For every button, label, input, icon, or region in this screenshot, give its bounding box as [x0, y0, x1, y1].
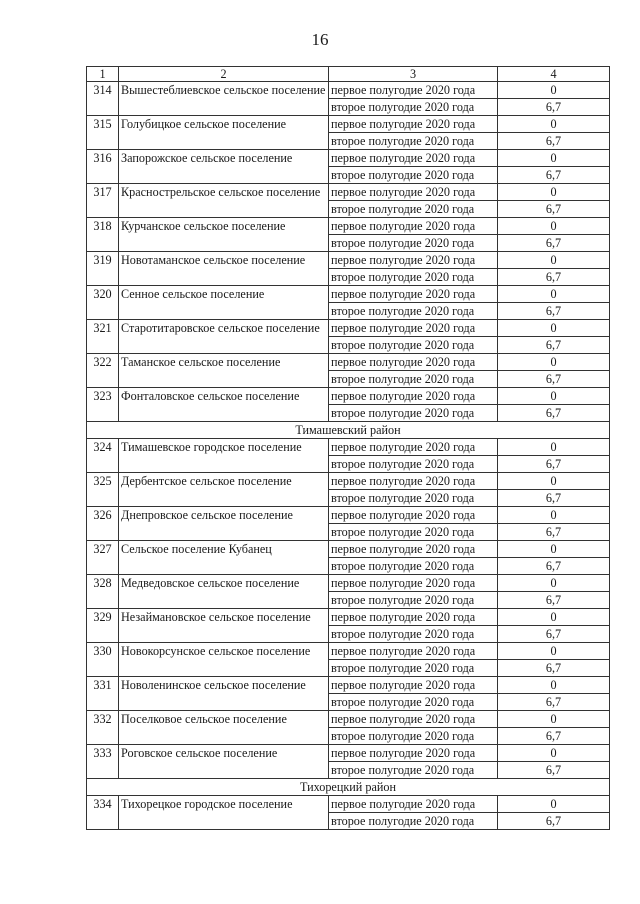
value-first-half: 0 [498, 711, 610, 728]
table-row [87, 184, 610, 201]
row-number: 328 [87, 575, 119, 609]
value-second-half: 6,7 [498, 235, 610, 252]
row-number: 323 [87, 388, 119, 422]
value-second-half: 6,7 [498, 456, 610, 473]
row-number: 333 [87, 745, 119, 779]
period-second-half: второе полугодие 2020 года [329, 524, 498, 541]
period-second-half: второе полугодие 2020 года [329, 592, 498, 609]
settlement-name: Дербентское сельское поселение [119, 473, 329, 507]
value-first-half: 0 [498, 82, 610, 99]
value-second-half: 6,7 [498, 405, 610, 422]
table-row [87, 541, 610, 558]
tariff-table [86, 66, 610, 830]
table-row [87, 439, 610, 456]
value-first-half: 0 [498, 575, 610, 592]
period-second-half: второе полугодие 2020 года [329, 762, 498, 779]
district-row [87, 779, 610, 796]
value-first-half: 0 [498, 286, 610, 303]
period-first-half: первое полугодие 2020 года [329, 796, 498, 813]
period-first-half: первое полугодие 2020 года [329, 507, 498, 524]
value-first-half: 0 [498, 507, 610, 524]
settlement-name: Новокорсунское сельское поселение [119, 643, 329, 677]
period-first-half: первое полугодие 2020 года [329, 184, 498, 201]
value-second-half: 6,7 [498, 660, 610, 677]
settlement-name: Медведовское сельское поселение [119, 575, 329, 609]
district-name: Тимашевский район [87, 422, 610, 439]
row-number: 330 [87, 643, 119, 677]
value-first-half: 0 [498, 677, 610, 694]
table-header-row [87, 67, 610, 82]
table-row [87, 82, 610, 99]
row-number: 315 [87, 116, 119, 150]
value-second-half: 6,7 [498, 558, 610, 575]
row-number: 329 [87, 609, 119, 643]
value-first-half: 0 [498, 609, 610, 626]
period-first-half: первое полугодие 2020 года [329, 473, 498, 490]
settlement-name: Сельское поселение Кубанец [119, 541, 329, 575]
period-first-half: первое полугодие 2020 года [329, 252, 498, 269]
table-row [87, 252, 610, 269]
row-number: 326 [87, 507, 119, 541]
settlement-name: Новотаманское сельское поселение [119, 252, 329, 286]
table-row [87, 218, 610, 235]
settlement-name: Поселковое сельское поселение [119, 711, 329, 745]
settlement-name: Вышестеблиевское сельское поселение [119, 82, 329, 116]
row-number: 331 [87, 677, 119, 711]
settlement-name: Днепровское сельское поселение [119, 507, 329, 541]
settlement-name: Тимашевское городское поселение [119, 439, 329, 473]
settlement-name: Фонталовское сельское поселение [119, 388, 329, 422]
period-first-half: первое полугодие 2020 года [329, 439, 498, 456]
value-first-half: 0 [498, 796, 610, 813]
value-second-half: 6,7 [498, 337, 610, 354]
settlement-name: Таманское сельское поселение [119, 354, 329, 388]
value-first-half: 0 [498, 388, 610, 405]
value-second-half: 6,7 [498, 167, 610, 184]
period-first-half: первое полугодие 2020 года [329, 388, 498, 405]
header-cell: 1 [87, 67, 119, 82]
row-number: 322 [87, 354, 119, 388]
value-first-half: 0 [498, 745, 610, 762]
table-row [87, 320, 610, 337]
table-row [87, 677, 610, 694]
value-second-half: 6,7 [498, 99, 610, 116]
period-first-half: первое полугодие 2020 года [329, 116, 498, 133]
settlement-name: Сенное сельское поселение [119, 286, 329, 320]
value-first-half: 0 [498, 541, 610, 558]
value-first-half: 0 [498, 354, 610, 371]
value-second-half: 6,7 [498, 490, 610, 507]
period-second-half: второе полугодие 2020 года [329, 371, 498, 388]
period-first-half: первое полугодие 2020 года [329, 286, 498, 303]
settlement-name: Новоленинское сельское поселение [119, 677, 329, 711]
row-number: 317 [87, 184, 119, 218]
settlement-name: Роговское сельское поселение [119, 745, 329, 779]
period-second-half: второе полугодие 2020 года [329, 337, 498, 354]
settlement-name: Курчанское сельское поселение [119, 218, 329, 252]
period-second-half: второе полугодие 2020 года [329, 405, 498, 422]
table-row [87, 507, 610, 524]
period-first-half: первое полугодие 2020 года [329, 541, 498, 558]
period-first-half: первое полугодие 2020 года [329, 150, 498, 167]
period-second-half: второе полугодие 2020 года [329, 235, 498, 252]
period-first-half: первое полугодие 2020 года [329, 218, 498, 235]
value-second-half: 6,7 [498, 728, 610, 745]
settlement-name: Незаймановское сельское поселение [119, 609, 329, 643]
period-second-half: второе полугодие 2020 года [329, 490, 498, 507]
value-first-half: 0 [498, 439, 610, 456]
period-second-half: второе полугодие 2020 года [329, 813, 498, 830]
value-second-half: 6,7 [498, 524, 610, 541]
period-first-half: первое полугодие 2020 года [329, 643, 498, 660]
header-cell: 2 [119, 67, 329, 82]
table-row [87, 354, 610, 371]
row-number: 334 [87, 796, 119, 830]
period-second-half: второе полугодие 2020 года [329, 133, 498, 150]
value-second-half: 6,7 [498, 269, 610, 286]
value-first-half: 0 [498, 218, 610, 235]
row-number: 327 [87, 541, 119, 575]
value-first-half: 0 [498, 116, 610, 133]
district-row [87, 422, 610, 439]
row-number: 320 [87, 286, 119, 320]
row-number: 314 [87, 82, 119, 116]
value-first-half: 0 [498, 252, 610, 269]
value-second-half: 6,7 [498, 592, 610, 609]
period-first-half: первое полугодие 2020 года [329, 609, 498, 626]
table-row [87, 150, 610, 167]
row-number: 319 [87, 252, 119, 286]
value-second-half: 6,7 [498, 762, 610, 779]
value-second-half: 6,7 [498, 626, 610, 643]
table-row [87, 711, 610, 728]
settlement-name: Запорожское сельское поселение [119, 150, 329, 184]
period-first-half: первое полугодие 2020 года [329, 745, 498, 762]
period-second-half: второе полугодие 2020 года [329, 167, 498, 184]
row-number: 325 [87, 473, 119, 507]
period-second-half: второе полугодие 2020 года [329, 303, 498, 320]
header-cell: 3 [329, 67, 498, 82]
table-row [87, 116, 610, 133]
period-first-half: первое полугодие 2020 года [329, 82, 498, 99]
row-number: 332 [87, 711, 119, 745]
period-second-half: второе полугодие 2020 года [329, 269, 498, 286]
period-first-half: первое полугодие 2020 года [329, 711, 498, 728]
period-second-half: второе полугодие 2020 года [329, 456, 498, 473]
value-second-half: 6,7 [498, 694, 610, 711]
period-second-half: второе полугодие 2020 года [329, 694, 498, 711]
settlement-name: Тихорецкое городское поселение [119, 796, 329, 830]
period-second-half: второе полугодие 2020 года [329, 626, 498, 643]
table-row [87, 745, 610, 762]
settlement-name: Голубицкое сельское поселение [119, 116, 329, 150]
table-row [87, 286, 610, 303]
row-number: 318 [87, 218, 119, 252]
period-second-half: второе полугодие 2020 года [329, 201, 498, 218]
district-name: Тихорецкий район [87, 779, 610, 796]
period-second-half: второе полугодие 2020 года [329, 660, 498, 677]
table-row [87, 575, 610, 592]
period-second-half: второе полугодие 2020 года [329, 99, 498, 116]
value-second-half: 6,7 [498, 201, 610, 218]
value-first-half: 0 [498, 473, 610, 490]
table-row [87, 473, 610, 490]
period-first-half: первое полугодие 2020 года [329, 677, 498, 694]
table-row [87, 388, 610, 405]
value-second-half: 6,7 [498, 371, 610, 388]
value-first-half: 0 [498, 320, 610, 337]
table-row [87, 643, 610, 660]
period-first-half: первое полугодие 2020 года [329, 354, 498, 371]
value-first-half: 0 [498, 150, 610, 167]
header-cell: 4 [498, 67, 610, 82]
period-first-half: первое полугодие 2020 года [329, 575, 498, 592]
settlement-name: Старотитаровское сельское поселение [119, 320, 329, 354]
table-row [87, 609, 610, 626]
value-first-half: 0 [498, 184, 610, 201]
page-number: 16 [311, 30, 329, 49]
row-number: 324 [87, 439, 119, 473]
row-number: 316 [87, 150, 119, 184]
value-second-half: 6,7 [498, 813, 610, 830]
value-second-half: 6,7 [498, 303, 610, 320]
value-first-half: 0 [498, 643, 610, 660]
table-row [87, 796, 610, 813]
value-second-half: 6,7 [498, 133, 610, 150]
settlement-name: Краснострельское сельское поселение [119, 184, 329, 218]
period-second-half: второе полугодие 2020 года [329, 728, 498, 745]
row-number: 321 [87, 320, 119, 354]
period-first-half: первое полугодие 2020 года [329, 320, 498, 337]
period-second-half: второе полугодие 2020 года [329, 558, 498, 575]
